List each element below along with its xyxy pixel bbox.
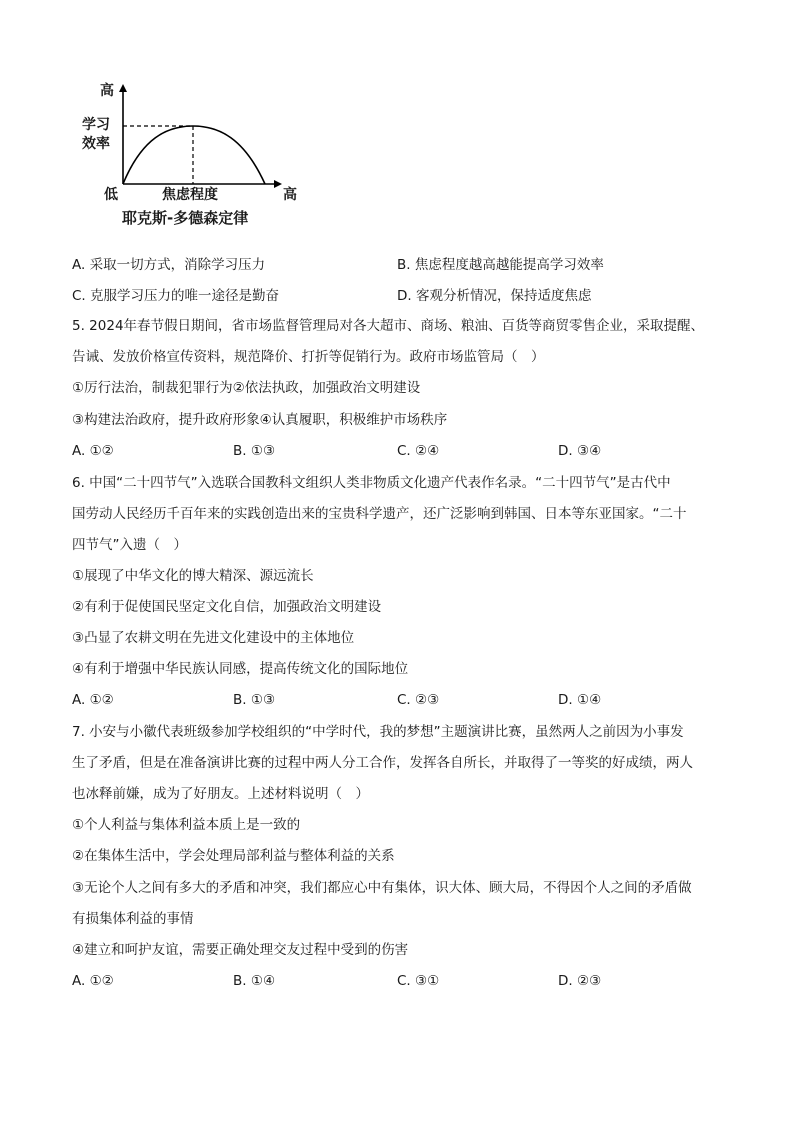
- q6-stem-line2: 国劳动人民经历千百年来的实践创造出来的宝贵科学遗产，还广泛影响到韩国、日本等东亚国家。“二十: [72, 506, 687, 522]
- q5-option-d: D. ③④: [558, 443, 602, 459]
- q7-statement-3-cont: 有损集体利益的事情: [72, 911, 194, 927]
- q7-stem-line2: 生了矛盾，但是在准备演讲比赛的过程中两人分工合作，发挥各自所长，并取得了一等奖的好成绩，两人: [72, 755, 693, 771]
- q4-option-c: C. 克服学习压力的唯一途径是勤奋: [72, 288, 280, 304]
- q6-stem-line3: 四节气”入遗（ ）: [72, 537, 187, 553]
- q5-statement-1: ①厉行法治，制裁犯罪行为②依法执政，加强政治文明建设: [72, 380, 421, 396]
- q7-stem-line3: 也冰释前嫌，成为了好朋友。上述材料说明（ ）: [72, 786, 369, 802]
- q5-option-b: B. ①③: [233, 443, 276, 459]
- q5-stem-line2: 告诫、发放价格宣传资料，规范降价、打折等促销行为。政府市场监管局（ ）: [72, 349, 545, 365]
- x-axis-label: 焦虑程度: [162, 187, 218, 203]
- q6-option-b: B. ①③: [233, 692, 276, 708]
- q4-option-b: B. 焦虑程度越高越能提高学习效率: [397, 257, 604, 273]
- y-axis-high-label: 高: [100, 83, 114, 99]
- q7-statement-4: ④建立和呵护友谊，需要正确处理交友过程中受到的伤害: [72, 942, 409, 958]
- q5-statement-2: ③构建法治政府，提升政府形象④认真履职，积极维护市场秩序: [72, 412, 448, 428]
- q6-stem-line1: 6. 中国“二十四节气”入选联合国教科文组织人类非物质文化遗产代表作名录。“二十四节气”是古代中: [72, 475, 671, 491]
- q7-statement-3: ③无论个人之间有多大的矛盾和冲突，我们都应心中有集体，识大体、顾大局，不得因个人之间的矛盾做: [72, 880, 692, 896]
- q7-option-b: B. ①④: [233, 973, 276, 989]
- q7-option-a: A. ①②: [72, 973, 114, 989]
- q7-stem-line1: 7. 小安与小徽代表班级参加学校组织的“中学时代，我的梦想”主题演讲比赛，虽然两人之前因为小事发: [72, 724, 684, 740]
- q6-statement-1: ①展现了中华文化的博大精深、源远流长: [72, 568, 314, 584]
- q6-statement-4: ④有利于增强中华民族认同感，提高传统文化的国际地位: [72, 661, 409, 677]
- q4-option-d: D. 客观分析情况，保持适度焦虑: [397, 288, 592, 304]
- q7-option-c: C. ③①: [397, 973, 440, 989]
- q7-option-d: D. ②③: [558, 973, 602, 989]
- q7-statement-2: ②在集体生活中，学会处理局部利益与整体利益的关系: [72, 848, 395, 864]
- q5-option-a: A. ①②: [72, 443, 114, 459]
- efficiency-curve: [123, 126, 265, 184]
- q5-stem-line1: 5. 2024年春节假日期间，省市场监督管理局对各大超市、商场、粮油、百货等商贸零售企业，采取提醒、: [72, 318, 705, 334]
- q6-option-c: C. ②③: [397, 692, 440, 708]
- q6-option-a: A. ①②: [72, 692, 114, 708]
- x-axis-low-label: 低: [104, 187, 118, 203]
- yerkes-dodson-figure: [72, 78, 312, 238]
- q7-statement-1: ①个人利益与集体利益本质上是一致的: [72, 817, 301, 833]
- q6-statement-2: ②有利于促使国民坚定文化自信，加强政治文明建设: [72, 599, 382, 615]
- q6-option-d: D. ①④: [558, 692, 602, 708]
- q5-option-c: C. ②④: [397, 443, 440, 459]
- y-axis-label-line1: 学习: [82, 117, 110, 133]
- q4-option-a: A. 采取一切方式，消除学习压力: [72, 257, 266, 273]
- x-axis-high-label: 高: [283, 187, 297, 203]
- q6-statement-3: ③凸显了农耕文明在先进文化建设中的主体地位: [72, 630, 355, 646]
- figure-caption: 耶克斯-多德森定律: [122, 209, 249, 227]
- y-axis-label-line2: 效率: [82, 136, 110, 152]
